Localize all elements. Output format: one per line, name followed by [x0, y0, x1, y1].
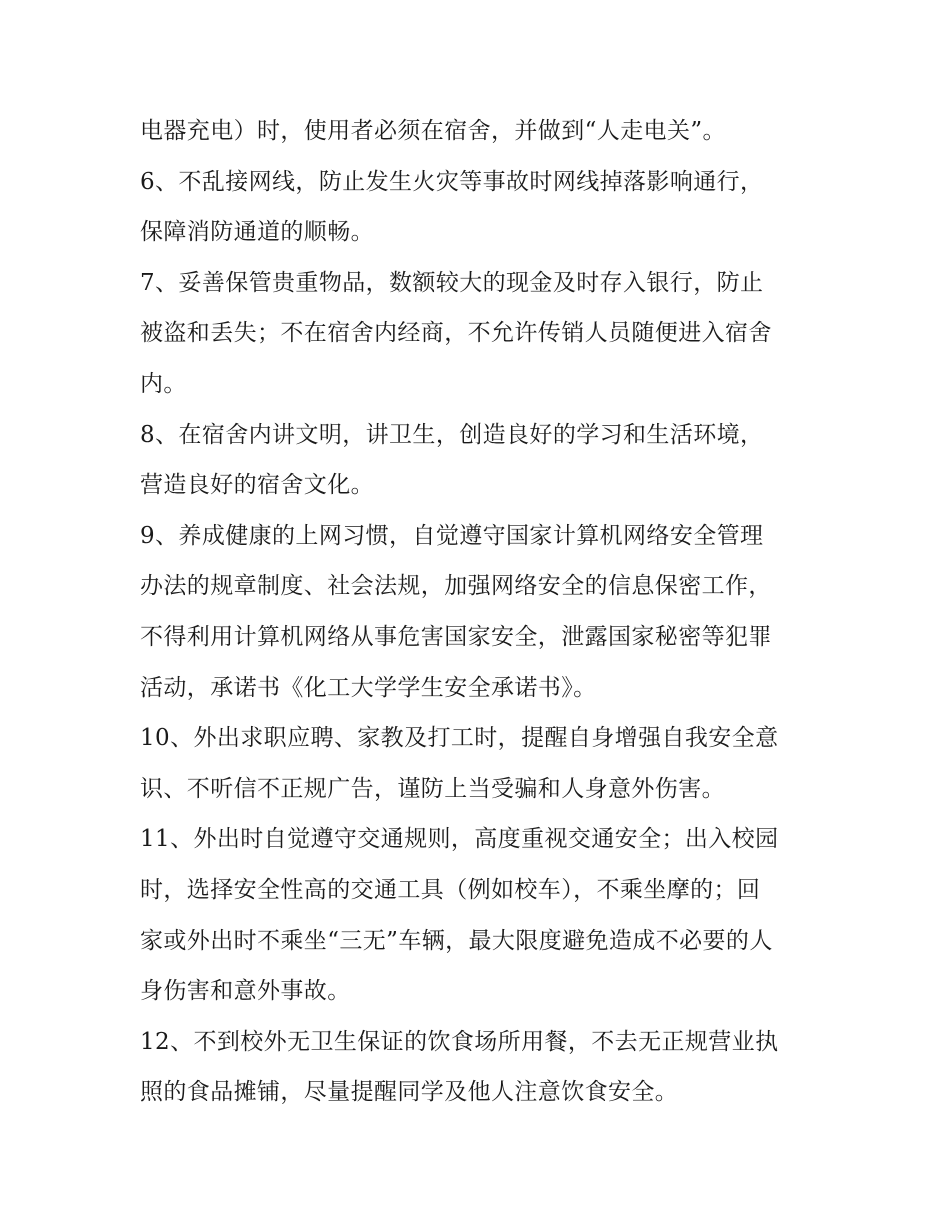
text-line: 保障消防通道的顺畅。: [140, 219, 374, 246]
text-line: 内。: [140, 370, 187, 397]
text-line: 身伤害和意外事故。: [140, 978, 351, 1005]
text-line: 8、在宿舍内讲文明，讲卫生，创造良好的学习和生活环境，: [140, 421, 764, 448]
text-line: 10、外出求职应聘、家教及打工时，提醒自身增强自我安全意: [140, 725, 779, 752]
text-line: 办法的规章制度、社会法规，加强网络安全的信息保密工作，: [140, 573, 772, 600]
text-line: 识、不听信不正规广告，谨防上当受骗和人身意外伤害。: [140, 775, 725, 802]
text-line: 7、妥善保管贵重物品，数额较大的现金及时存入银行，防止: [140, 269, 764, 296]
text-line: 营造良好的宿舍文化。: [140, 472, 374, 499]
text-line: 电器充电）时，使用者必须在宿舍，并做到“人走电关”。: [140, 118, 726, 144]
text-line: 不得利用计算机网络从事危害国家安全，泄露国家秘密等犯罪: [140, 623, 772, 650]
text-line: 9、养成健康的上网习惯，自觉遵守国家计算机网络安全管理: [140, 522, 764, 549]
text-line: 被盗和丢失；不在宿舍内经商，不允许传销人员随便进入宿舍: [140, 320, 772, 347]
text-line: 照的食品摊铺，尽量提醒同学及他人注意饮食安全。: [140, 1079, 679, 1106]
document-body: [140, 106, 820, 1118]
text-line: 时，选择安全性高的交通工具（例如校车），不乘坐摩的；回: [140, 876, 761, 903]
text-line: 活动，承诺书《化工大学学生安全承诺书》。: [140, 674, 597, 701]
text-line: 家或外出时不乘坐“三无”车辆，最大限度避免造成不必要的人: [140, 927, 773, 954]
text-line: 6、不乱接网线，防止发生火灾等事故时网线掉落影响通行，: [140, 168, 764, 195]
text-line: 11、外出时自觉遵守交通规则，高度重视交通安全；出入校园: [140, 826, 779, 853]
text-line: 12、不到校外无卫生保证的饮食场所用餐，不去无正规营业执: [140, 1028, 779, 1055]
